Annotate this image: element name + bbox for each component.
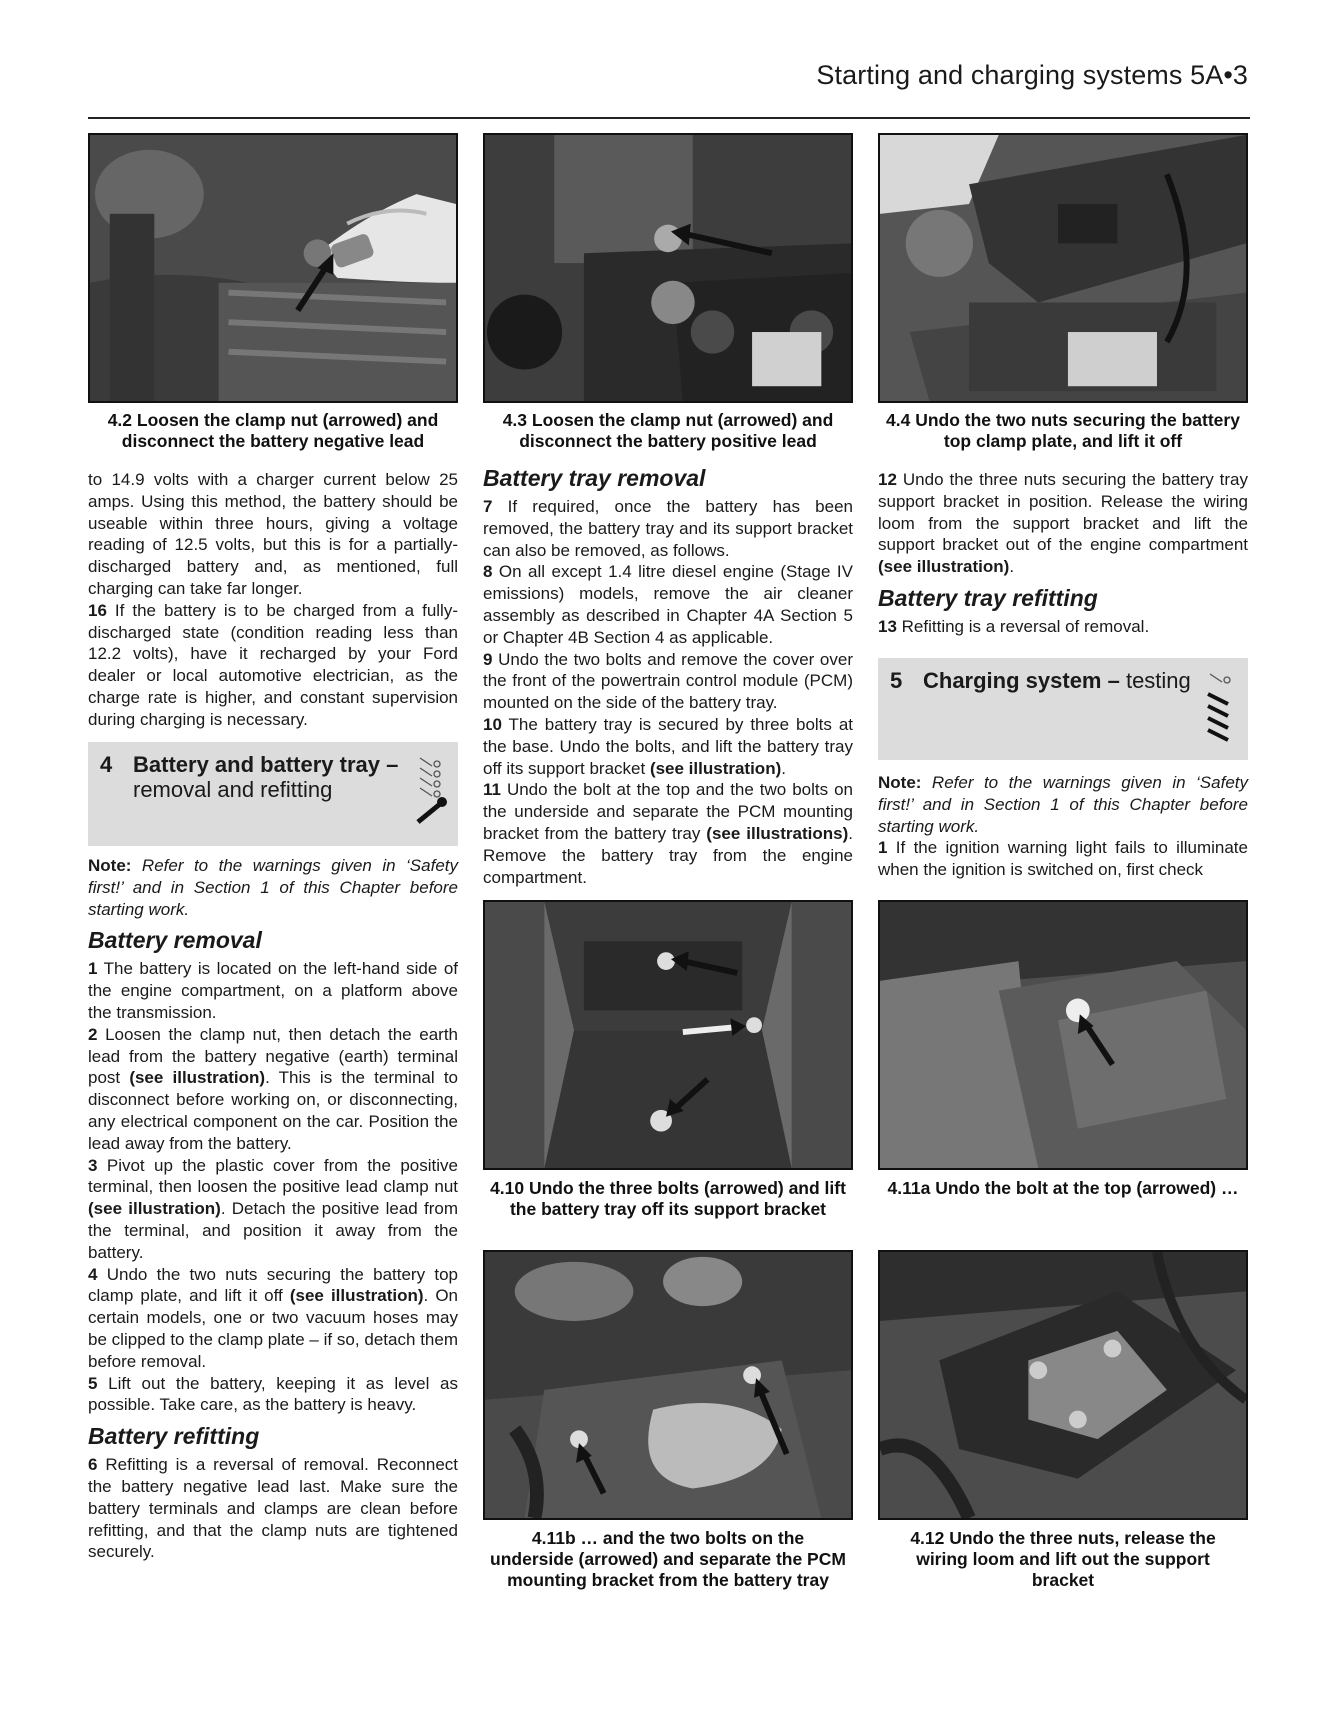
- photo-4-3: [483, 133, 853, 403]
- column-3-lower: [878, 772, 1248, 881]
- paragraph-1: 1 If the ignition warning light fails to illuminate when the ignition is switched on, first check: [878, 838, 1248, 880]
- paragraph-11: 11 Undo the bolt at the top and the two bolts on the underside and separate the PCM mounting bracket from the battery tray (see illustrations). Remove the battery tray from the engine compartment.: [483, 780, 853, 887]
- section-title: Charging system – testing: [923, 668, 1191, 693]
- caption-4-4: 4.4 Undo the two nuts securing the battery top clamp plate, and lift it off: [886, 410, 1240, 451]
- paragraph-8: 8 On all except 1.4 litre diesel engine (Stage IV emissions) models, remove the air cleaner assembly as described in Chapter 4A Section 5 or Chapter 4B Section 4 as applicable.: [483, 562, 853, 647]
- photo-4-11a: [878, 900, 1248, 1170]
- subheading-battery-tray-removal: Battery tray removal: [483, 465, 706, 491]
- subheading-battery-refitting: Battery refitting: [88, 1423, 260, 1450]
- photo-4-2: [88, 133, 458, 403]
- paragraph-2: 2 Loosen the clamp nut, then detach the earth lead from the battery negative (earth) terminal post (see illustration). This is the terminal to disconnect before working on, or disconnecting, any electrical component on the car. Position the lead away from the battery.: [88, 1024, 458, 1153]
- caption-4-3: 4.3 Loosen the clamp nut (arrowed) and disconnect the battery positive lead: [502, 410, 834, 451]
- paragraph-5: 5 Lift out the battery, keeping it as level as possible. Take care, as the battery is heavy.: [88, 1373, 458, 1415]
- paragraph-continued: to 14.9 volts with a charger current below 25 amps. Using this method, the battery should be useable within three hours, giving a voltage reading of 12.5 volts, but this is for a partially-discharged battery and, as mentioned, full charging can take far longer.: [88, 470, 458, 598]
- paragraph-4: 4 Undo the two nuts securing the battery top clamp plate, and lift it off (see illustration). On certain models, one or two vacuum hoses may be clipped to the clamp plate – if so, detach them before removal.: [88, 1264, 458, 1371]
- subheading-battery-tray-refitting: Battery tray refitting: [878, 584, 1098, 611]
- paragraph-9: 9 Undo the two bolts and remove the cover over the front of the powertrain control module (PCM) mounted on the side of the battery tray.: [483, 649, 853, 713]
- paragraph-16: 16 If the battery is to be charged from a fully-discharged state (condition reading less than 12.2 volts), have it recharged by your Ford dealer or local automotive electrician, as the charge rate is higher, and constant supervision during charging is necessary.: [88, 600, 458, 729]
- paragraph-1: 1 The battery is located on the left-hand side of the engine compartment, on a platform above the transmission.: [88, 959, 458, 1022]
- section-title: Battery and battery tray – removal and refitting: [133, 752, 399, 802]
- paragraph-3: 3 Pivot up the plastic cover from the positive terminal, then loosen the positive lead clamp nut (see illustration). Detach the positive lead from the terminal, and position it away from the battery.: [88, 1155, 458, 1262]
- paragraph-13: 13 Refitting is a reversal of removal.: [878, 616, 1150, 636]
- wrench-difficulty-icon: [412, 752, 452, 832]
- section-5-heading: [878, 658, 1248, 760]
- paragraph-12: 12 Undo the three nuts securing the battery tray support bracket in position. Release the wiring loom from the support bracket and lift the support bracket out of the engine compartment (see illustration).: [878, 470, 1248, 577]
- wrench-difficulty-icon: [1202, 668, 1242, 748]
- column-2-text: [483, 464, 853, 888]
- photo-4-12: [878, 1250, 1248, 1520]
- running-title: Starting and charging systems 5A•3: [816, 60, 1248, 90]
- paragraph-7: 7 If required, once the battery has been removed, the battery tray and its support bracket can also be removed, as follows.: [483, 497, 853, 560]
- photo-4-4: [878, 133, 1248, 403]
- column-3-upper: [878, 469, 1248, 638]
- page-header: [88, 55, 1250, 119]
- section-4-heading: [88, 742, 458, 846]
- caption-4-11a: 4.11a Undo the bolt at the top (arrowed) …: [887, 1178, 1239, 1198]
- photo-4-11b: [483, 1250, 853, 1520]
- column-1-lower: [88, 855, 458, 1563]
- caption-4-12: 4.12 Undo the three nuts, release the wiring loom and lift out the support bracket: [910, 1528, 1216, 1590]
- note: Note: Refer to the warnings given in ‘Safety first!’ and in Section 1 of this Chapter before starting work.: [88, 856, 458, 919]
- caption-4-11b: 4.11b … and the two bolts on the underside (arrowed) and separate the PCM mounting bracket from the battery tray: [490, 1528, 846, 1590]
- caption-4-10: 4.10 Undo the three bolts (arrowed) and lift the battery tray off its support bracket: [490, 1178, 846, 1219]
- section-number: 5: [890, 668, 903, 693]
- paragraph-10: 10 The battery tray is secured by three bolts at the base. Undo the bolts, and lift the battery tray off its support bracket (see illustration).: [483, 714, 853, 778]
- caption-4-2: 4.2 Loosen the clamp nut (arrowed) and disconnect the battery negative lead: [107, 410, 439, 451]
- section-number: 4: [100, 752, 113, 777]
- column-1-upper: [88, 469, 458, 731]
- subheading-battery-removal: Battery removal: [88, 927, 262, 954]
- paragraph-6: 6 Refitting is a reversal of removal. Reconnect the battery negative lead last. Make sure the battery terminals and clamps are clean before refitting, and that the clamp nuts are tightened securely.: [88, 1455, 458, 1562]
- photo-4-10: [483, 900, 853, 1170]
- note: Note: Refer to the warnings given in ‘Safety first!’ and in Section 1 of this Chapter before starting work.: [878, 773, 1248, 836]
